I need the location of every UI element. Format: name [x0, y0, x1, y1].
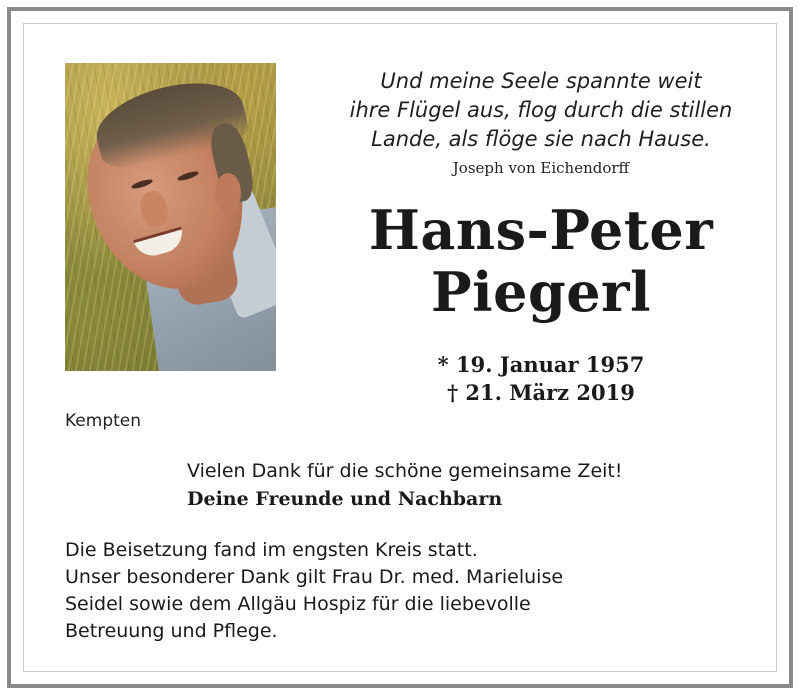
quote-line: Lande, als flöge sie nach Hause. [371, 127, 711, 151]
birth-date: * 19. Januar 1957 [437, 352, 645, 377]
obituary-frame [7, 7, 793, 688]
deceased-name [301, 199, 781, 323]
notice-line: Betreuung und Pflege. [65, 620, 278, 642]
life-dates [301, 351, 781, 407]
thanks-signature: Deine Freunde und Nachbarn [187, 488, 503, 510]
quote-author: Joseph von Eichendorff [452, 159, 630, 177]
notice-line: Seidel sowie dem Allgäu Hospiz für die liebevolle [65, 593, 531, 615]
portrait-photo [65, 63, 276, 371]
death-date: † 21. März 2019 [447, 380, 635, 405]
notice-line: Unser besonderer Dank gilt Frau Dr. med. Marieluise [65, 566, 564, 588]
memorial-quote [301, 67, 781, 154]
first-name: Hans-Peter [368, 198, 714, 262]
quote-line: Und meine Seele spannte weit [380, 69, 702, 93]
ear-shape [215, 173, 241, 213]
notice-line: Die Beisetzung fand im engsten Kreis statt. [65, 539, 478, 561]
quote-line: ihre Flügel aus, flog durch die stillen [349, 98, 733, 122]
funeral-notice [65, 537, 765, 645]
place-name: Kempten [65, 411, 142, 431]
last-name: Piegerl [430, 260, 652, 324]
thanks-message: Vielen Dank für die schöne gemeinsame Zeit! [187, 460, 623, 482]
thanks-block [187, 457, 777, 513]
